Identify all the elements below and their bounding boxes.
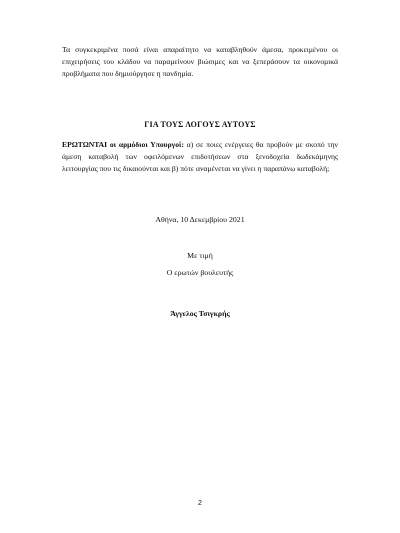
section-heading: ΓΙΑ ΤΟΥΣ ΛΟΓΟΥΣ ΑΥΤΟΥΣ — [144, 120, 256, 129]
intro-paragraph: Τα συγκεκριμένα ποσά είναι απαραίτητο να καταβληθούν άμεσα, προκειμένου οι επιχειρήσεις του κλάδου να παραμείνουν βιώσιμες και να ξεπεράσουν τα οικονομικά προβλήματα που δημιούργησε η πανδημία. — [62, 45, 338, 78]
date-line: Αθήνα, 10 Δεκεμβρίου 2021 — [155, 215, 245, 224]
question-lead: ΕΡΩΤΩΝΤΑΙ οι αρμόδιοι Υπουργοί: — [62, 140, 184, 149]
signer-name: Άγγελος Τσιγκρής — [170, 309, 230, 318]
closing-greeting: Με τιμή — [187, 251, 213, 260]
question-paragraph — [62, 139, 338, 175]
signer-role: Ο ερωτών βουλευτής — [166, 268, 234, 277]
page-number: 2 — [198, 500, 202, 507]
question-body: α) σε ποιες ενέργειες θα προβούν με σκοπό την άμεση καταβολή των οφειλόμενων επιδοτήσεων στα ξενοδοχεία δωδεκάμηνης λειτουργίας που τις δικαιούνται και β) πότε αναμένεται να γίνει η παραπάνω καταβολή; — [62, 140, 338, 173]
